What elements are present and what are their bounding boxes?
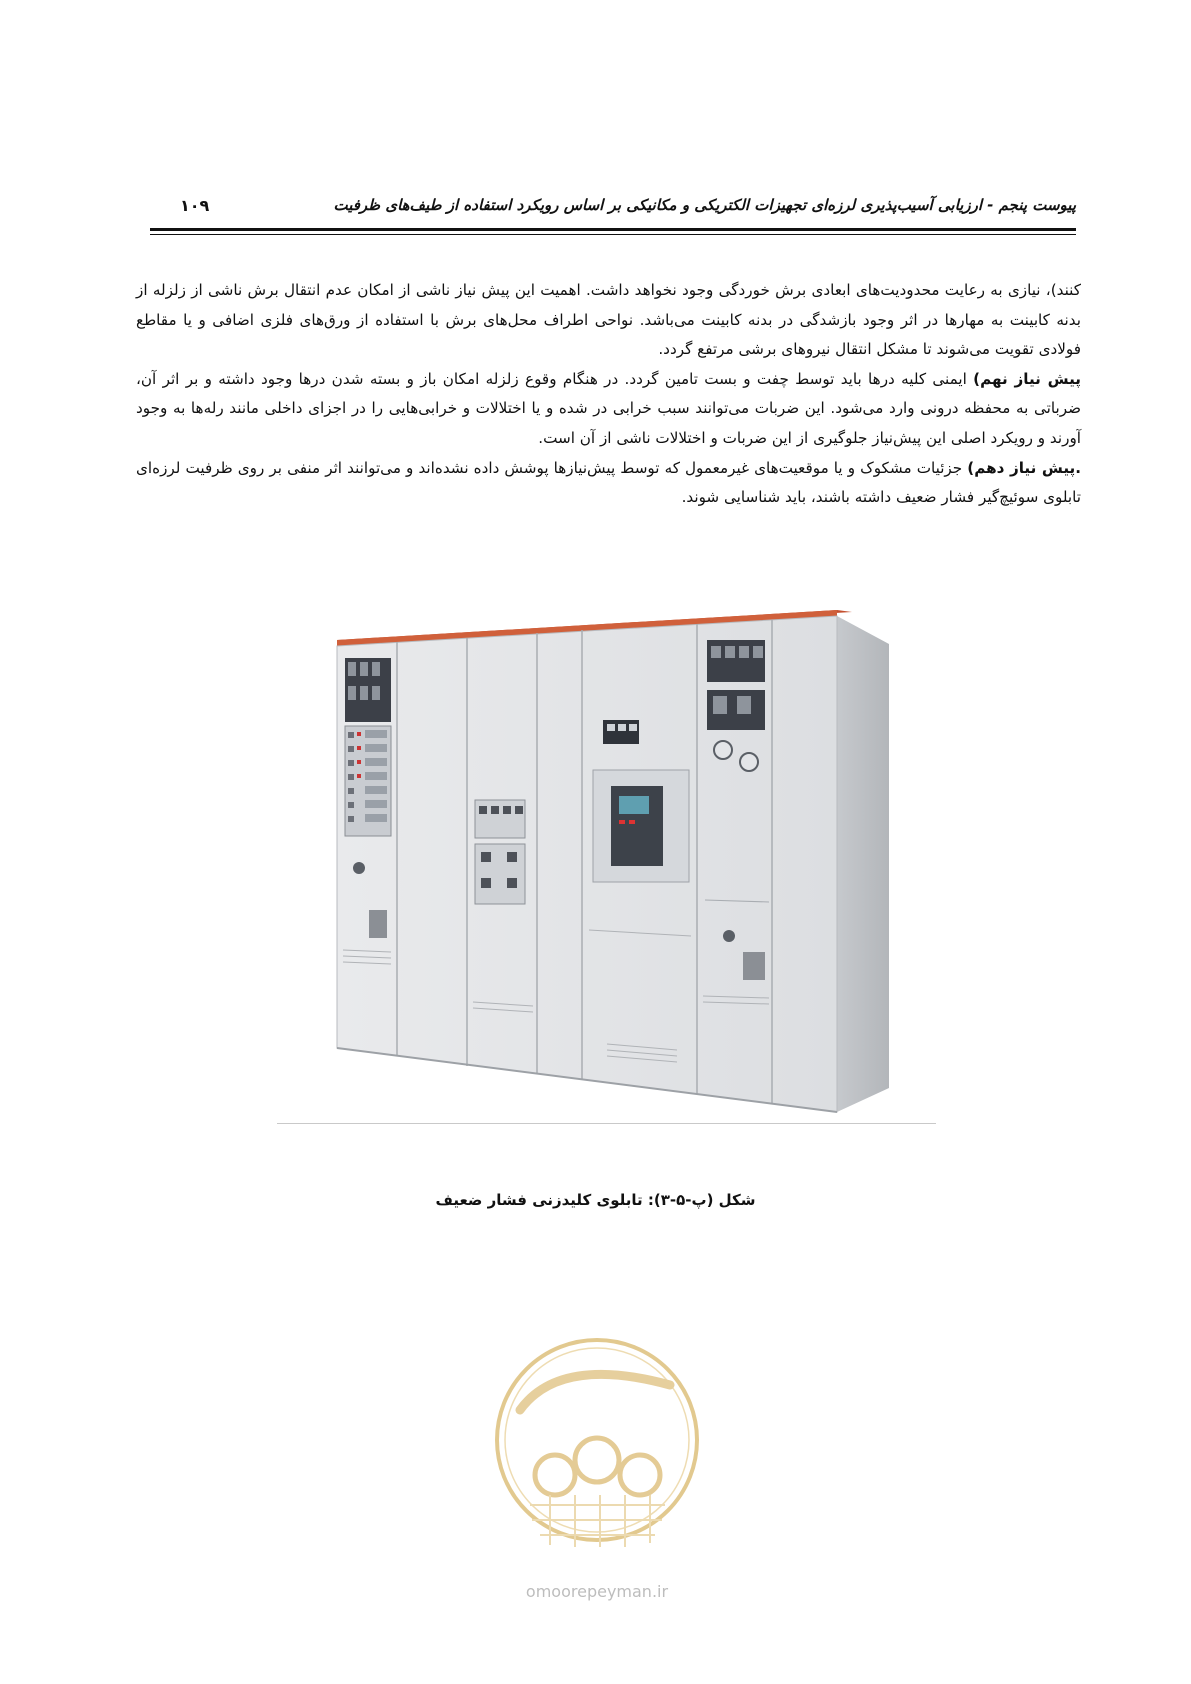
running-header (150, 196, 1076, 226)
prerequisite-10-text: جزئیات مشکوک و یا موقعیت‌های غیرمعمول که توسط پیش‌نیازها پوشش داده نشده‌اند و می‌توانند اثر منفی بر روی ظرفیت لرزه‌ای تابلوی سوئیچ‌گیر فشار ضعیف داشته باشند، باید شناسایی شوند. (136, 458, 1081, 507)
prerequisite-10-label: .پیش نیاز دهم) (967, 458, 1081, 477)
omoorepeyman-watermark-logo (490, 1315, 705, 1575)
figure-baseline-rule (277, 1123, 936, 1124)
body-text (136, 276, 1081, 513)
switchgear-figure (277, 600, 942, 1120)
header-rule-thin (150, 234, 1076, 235)
prerequisite-9-text: ایمنی کلیه درها باید توسط چفت و بست تامین گردد. در هنگام وقوع زلزله امکان باز و بسته شدن درها وجود داشته و بر اثر آن، ضرباتی به محفظه درونی وارد می‌شود. این ضربات می‌توانند سبب خرابی در شده و یا اختلالات و خرابی‌هایی را در اجزای داخلی مانند رله‌ها به وجود آورند و رویکرد اصلی این پیش‌نیاز جلوگیری از این ضربات و اختلالات ناشی از آن است. (136, 369, 1081, 447)
header-title: پیوست پنجم - ارزیابی آسیب‌پذیری لرزه‌ای تجهیزات الکتریکی و مکانیکی بر اساس رویکرد استفاده از طیف‌های ظرفیت (333, 196, 1076, 214)
watermark-url: omoorepeyman.ir (525, 1582, 669, 1601)
prerequisite-9-label: پیش نیاز نهم) (973, 369, 1082, 388)
figure-caption: شکل (پ-۵-۳): تابلوی کلیدزنی فشار ضعیف (435, 1191, 756, 1209)
header-rule-thick (150, 228, 1076, 231)
paragraph-1: کنند)، نیازی به رعایت محدودیت‌های ابعادی برش خوردگی وجود نخواهد داشت. اهمیت این پیش نیاز ناشی از امکان عدم انتقال برش ناشی از زلزله از بدنه کابینت به مهارها در اثر وجود بازشدگی در بدنه کابینت می‌باشد. نواحی اطراف محل‌های برش با استفاده از ورق‌های فلزی اضافی و یا مقاطع فولادی تقویت می‌شوند تا مشکل انتقال نیروهای برشی مرتفع گردد. (136, 281, 1081, 359)
paragraph-2 (136, 365, 1081, 454)
page-number: ۱۰۹ (180, 196, 210, 215)
paragraph-3 (136, 454, 1081, 513)
